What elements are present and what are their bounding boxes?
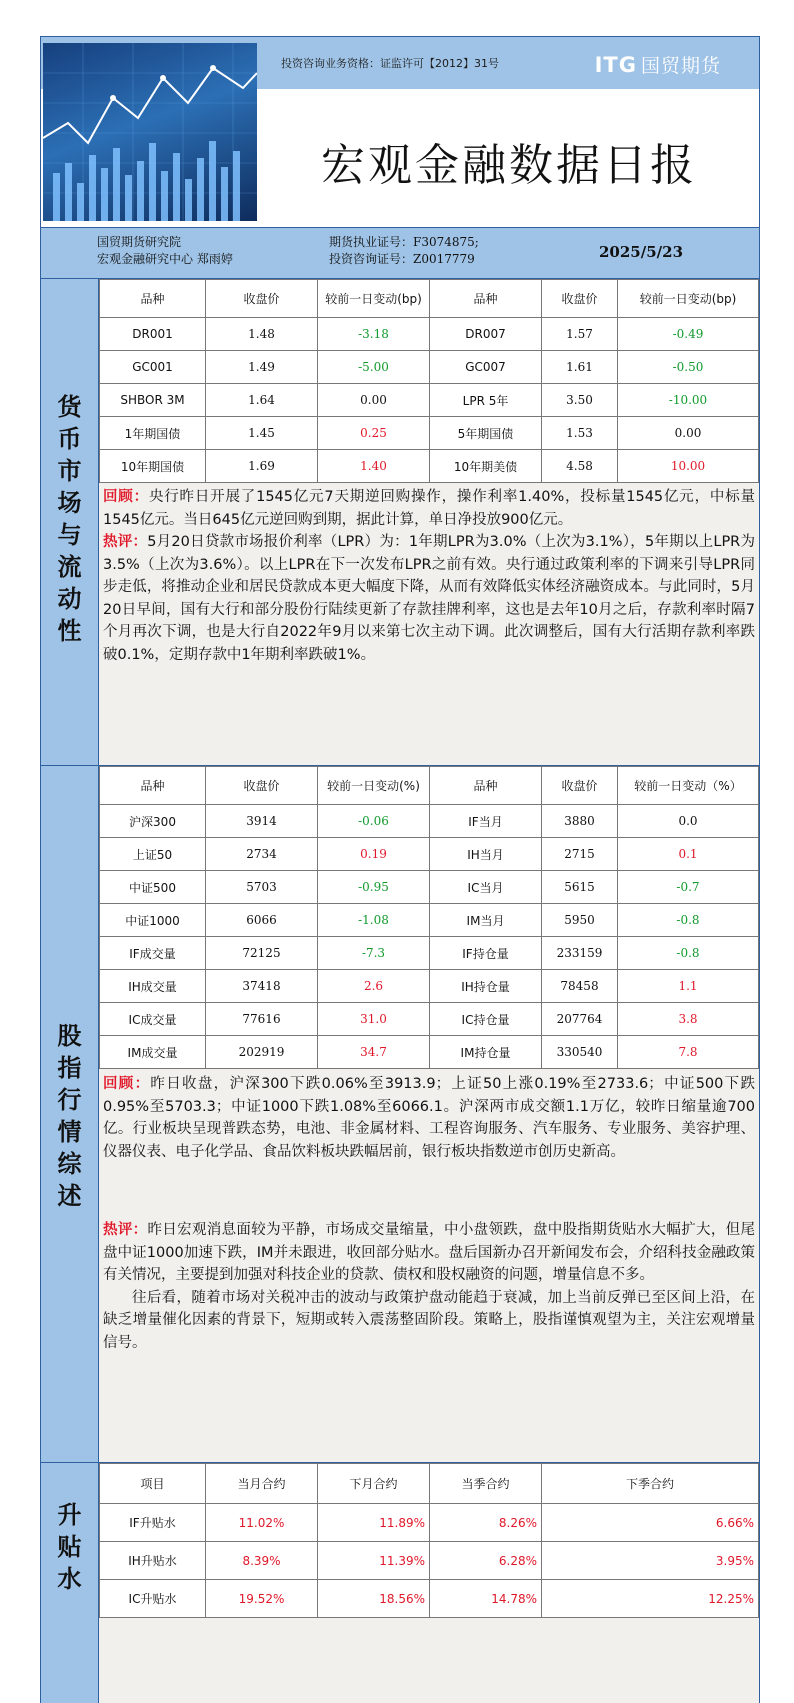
table-row	[100, 1542, 759, 1580]
table-cell: 1.61	[542, 351, 618, 384]
column-header: 品种	[100, 767, 206, 805]
table-cell: DR007	[430, 318, 542, 351]
stock-index-label-char: 行	[57, 1086, 82, 1114]
table-cell: 3.95%	[542, 1542, 759, 1580]
table-cell: -0.95	[318, 871, 430, 904]
table-cell: IH成交量	[100, 970, 206, 1003]
review-label: 回顾：	[103, 489, 149, 505]
table-row	[100, 838, 759, 871]
table-row	[100, 1504, 759, 1542]
license-text: 投资咨询业务资格：证监许可【2012】31号	[281, 57, 499, 70]
org-name: 国贸期货研究院	[97, 235, 182, 249]
table-cell: IH持仓量	[430, 970, 542, 1003]
table-cell: 6.28%	[430, 1542, 542, 1580]
table-cell: 19.52%	[206, 1580, 318, 1618]
table-cell: -0.8	[618, 904, 759, 937]
table-cell: -7.3	[318, 937, 430, 970]
table-cell: -1.08	[318, 904, 430, 937]
table-cell: 0.19	[318, 838, 430, 871]
table-cell: 78458	[542, 970, 618, 1003]
money-market-label-char: 流	[57, 553, 82, 581]
table-cell: IC成交量	[100, 1003, 206, 1036]
table-cell: 3914	[206, 805, 318, 838]
table-cell: IH升贴水	[100, 1542, 206, 1580]
table-cell: 6066	[206, 904, 318, 937]
table-cell: 中证500	[100, 871, 206, 904]
table-cell: 中证1000	[100, 904, 206, 937]
table-cell: 0.25	[318, 417, 430, 450]
table-cell: 31.0	[318, 1003, 430, 1036]
table-row	[100, 351, 759, 384]
table-cell: 1年期国债	[100, 417, 206, 450]
money-market-label-char: 与	[57, 521, 82, 549]
money-market-label-char: 币	[57, 425, 82, 453]
table-cell: 3880	[542, 805, 618, 838]
table-cell: 1.1	[618, 970, 759, 1003]
money-market-label-char: 性	[57, 617, 82, 645]
table-row	[100, 318, 759, 351]
money-market-label	[41, 391, 98, 647]
report-header	[40, 36, 760, 228]
comment-label: 热评：	[103, 534, 148, 550]
table-row	[100, 1003, 759, 1036]
basis-table	[99, 1463, 759, 1618]
table-row	[100, 384, 759, 417]
table-cell: GC007	[430, 351, 542, 384]
table-row	[100, 871, 759, 904]
table-cell: 1.57	[542, 318, 618, 351]
author-name: 宏观金融研究中心 郑雨婷	[97, 252, 233, 266]
table-cell: 5703	[206, 871, 318, 904]
table-cell: -0.06	[318, 805, 430, 838]
table-row	[100, 970, 759, 1003]
column-header: 较前一日变动（%）	[618, 767, 759, 805]
finance-chart-image	[43, 43, 257, 221]
column-header: 品种	[100, 280, 206, 318]
column-header: 品种	[430, 767, 542, 805]
table-cell: 4.58	[542, 450, 618, 483]
table-row	[100, 937, 759, 970]
table-cell: 202919	[206, 1036, 318, 1069]
stock-review-text: 昨日收盘，沪深300下跌0.06%至3913.9；上证50上涨0.19%至2733.6；中证500下跌0.95%至5703.3；中证1000下跌1.08%至6066.1。沪深两市成交额1.1万亿，较昨日缩量逾700亿。行业板块呈现普跌态势，电池、非金属材料、工程咨询服务、汽车服务、专业服务、美容护理、仪器仪表、电子化学品、食品饮料板块跌幅居前，银行板块指数逆市创历史新高。	[103, 1076, 755, 1160]
column-header: 下月合约	[318, 1464, 430, 1504]
review-label: 回顾：	[103, 1076, 151, 1092]
table-cell: IM持仓量	[430, 1036, 542, 1069]
table-cell: IF当月	[430, 805, 542, 838]
column-header: 下季合约	[542, 1464, 759, 1504]
table-cell: IF持仓量	[430, 937, 542, 970]
stock-index-label	[41, 1020, 98, 1212]
logo-text: 国贸期货	[640, 55, 721, 77]
column-header: 收盘价	[206, 280, 318, 318]
table-cell: IC升贴水	[100, 1580, 206, 1618]
table-cell: 77616	[206, 1003, 318, 1036]
table-cell: -0.50	[618, 351, 759, 384]
table-cell: DR001	[100, 318, 206, 351]
table-cell: 14.78%	[430, 1580, 542, 1618]
table-row	[100, 450, 759, 483]
table-cell: -0.49	[618, 318, 759, 351]
table-cell: 34.7	[318, 1036, 430, 1069]
table-cell: 11.39%	[318, 1542, 430, 1580]
table-cell: 1.53	[542, 417, 618, 450]
table-cell: 10.00	[618, 450, 759, 483]
table-cell: 5950	[542, 904, 618, 937]
basis-section	[40, 1462, 760, 1703]
stock-index-label-char: 指	[57, 1054, 82, 1082]
table-cell: IF成交量	[100, 937, 206, 970]
table-cell: IH当月	[430, 838, 542, 871]
stock-index-label-char: 述	[57, 1182, 82, 1210]
table-cell: 0.00	[618, 417, 759, 450]
logo-mark: ITG	[594, 53, 637, 77]
stock-index-label-char: 股	[57, 1022, 82, 1050]
comment-label: 热评：	[103, 1222, 148, 1238]
column-header: 收盘价	[542, 767, 618, 805]
column-header: 项目	[100, 1464, 206, 1504]
table-cell: SHBOR 3M	[100, 384, 206, 417]
basis-label	[41, 1499, 98, 1595]
table-cell: 8.39%	[206, 1542, 318, 1580]
table-cell: 18.56%	[318, 1580, 430, 1618]
table-cell: IM当月	[430, 904, 542, 937]
table-cell: 沪深300	[100, 805, 206, 838]
table-cell: 5615	[542, 871, 618, 904]
table-row	[100, 1036, 759, 1069]
table-cell: 10年期美债	[430, 450, 542, 483]
table-cell: IM成交量	[100, 1036, 206, 1069]
stock-index-sidebar	[41, 766, 99, 1462]
money-market-table	[99, 279, 759, 483]
table-cell: 1.45	[206, 417, 318, 450]
table-cell: 11.02%	[206, 1504, 318, 1542]
table-cell: 1.64	[206, 384, 318, 417]
money-review-text: 央行昨日开展了1545亿元7天期逆回购操作，操作利率1.40%，投标量1545亿元，中标量1545亿元。当日645亿元逆回购到期，据此计算，单日净投放900亿元。	[103, 489, 756, 528]
basis-sidebar	[41, 1463, 99, 1703]
column-header: 收盘价	[206, 767, 318, 805]
stock-outlook-text: 往后看，随着市场对关税冲击的波动与政策护盘动能趋于衰减，加上当前反弹已至区间上沿，在缺乏增量催化因素的背景下，短期或转入震荡整固阶段。策略上，股指谨慎观望为主，关注宏观增量信号。	[103, 1289, 755, 1351]
money-market-label-char: 市	[57, 457, 82, 485]
money-market-sidebar	[41, 279, 99, 765]
table-cell: -10.00	[618, 384, 759, 417]
table-cell: 2715	[542, 838, 618, 871]
column-header: 当月合约	[206, 1464, 318, 1504]
stock-index-label-char: 情	[57, 1118, 82, 1146]
money-comment-text: 5月20日贷款市场报价利率（LPR）为：1年期LPR为3.0%（上次为3.1%），5年期以上LPR为3.5%（上次为3.6%）。以上LPR在下一次发布LPR之前有效。央行通过政策利率的下调来引导LPR同步走低，将推动企业和居民贷款成本更大幅度下降，从而有效降低实体经济融资成本。与此同时，5月20日早间，国有大行和部分股份行陆续更新了存款挂牌利率，这也是去年10月之后，存款利率时隔7个月再次下调，也是大行自2022年9月以来第七次主动下调。此次调整后，国有大行活期存款利率跌破0.1%，定期存款中1年期利率跌破1%。	[103, 534, 755, 663]
table-cell: 10年期国债	[100, 450, 206, 483]
table-cell: 7.8	[618, 1036, 759, 1069]
basis-label-char: 贴	[57, 1533, 82, 1561]
table-cell: IC持仓量	[430, 1003, 542, 1036]
money-market-label-char: 动	[57, 585, 82, 613]
advisory-cert: 投资咨询证号：Z0017779	[329, 252, 475, 266]
futures-cert: 期货执业证号：F3074875;	[329, 235, 479, 249]
table-cell: IC当月	[430, 871, 542, 904]
table-cell: -0.7	[618, 871, 759, 904]
table-cell: 0.00	[318, 384, 430, 417]
table-cell: -5.00	[318, 351, 430, 384]
table-cell: 330540	[542, 1036, 618, 1069]
table-row	[100, 904, 759, 937]
column-header: 较前一日变动(bp)	[618, 280, 759, 318]
column-header: 当季合约	[430, 1464, 542, 1504]
table-cell: -3.18	[318, 318, 430, 351]
table-row	[100, 417, 759, 450]
column-header: 收盘价	[542, 280, 618, 318]
table-cell: LPR 5年	[430, 384, 542, 417]
table-cell: 37418	[206, 970, 318, 1003]
table-cell: 6.66%	[542, 1504, 759, 1542]
report-date: 2025/5/23	[599, 243, 684, 261]
table-cell: 1.49	[206, 351, 318, 384]
stock-index-label-char: 综	[57, 1150, 82, 1178]
table-cell: 233159	[542, 937, 618, 970]
company-logo	[595, 51, 721, 78]
basis-label-char: 升	[57, 1501, 82, 1529]
table-cell: 1.40	[318, 450, 430, 483]
report-title: 宏观金融数据日报	[321, 140, 697, 191]
table-cell: 11.89%	[318, 1504, 430, 1542]
table-cell: 0.0	[618, 805, 759, 838]
stock-comment-text: 昨日宏观消息面较为平静，市场成交量缩量，中小盘领跌，盘中股指期货贴水大幅扩大，但尾盘中证1000加速下跌，IM并未跟进，收回部分贴水。盘后国新办召开新闻发布会，介绍科技金融政策有关情况，主要提到加强对科技企业的贷款、债权和股权融资的问题，增量信息不多。	[103, 1222, 756, 1283]
column-header: 较前一日变动(bp)	[318, 280, 430, 318]
stock-index-table	[99, 766, 759, 1069]
table-cell: 12.25%	[542, 1580, 759, 1618]
table-row	[100, 1580, 759, 1618]
column-header: 品种	[430, 280, 542, 318]
table-cell: IF升贴水	[100, 1504, 206, 1542]
column-header: 较前一日变动(%)	[318, 767, 430, 805]
table-cell: 1.48	[206, 318, 318, 351]
table-cell: 207764	[542, 1003, 618, 1036]
table-cell: GC001	[100, 351, 206, 384]
stock-index-commentary	[99, 1069, 759, 1354]
table-cell: 72125	[206, 937, 318, 970]
table-cell: 1.69	[206, 450, 318, 483]
basis-label-char: 水	[57, 1565, 82, 1593]
money-market-label-char: 货	[57, 393, 82, 421]
table-cell: 3.8	[618, 1003, 759, 1036]
table-cell: 8.26%	[430, 1504, 542, 1542]
money-market-section	[40, 278, 760, 765]
table-cell: 2734	[206, 838, 318, 871]
stock-index-section	[40, 765, 760, 1462]
table-cell: 3.50	[542, 384, 618, 417]
money-market-commentary	[99, 483, 759, 666]
table-cell: 上证50	[100, 838, 206, 871]
table-cell: 0.1	[618, 838, 759, 871]
table-cell: 2.6	[318, 970, 430, 1003]
table-row	[100, 805, 759, 838]
table-cell: 5年期国债	[430, 417, 542, 450]
table-cell: -0.8	[618, 937, 759, 970]
author-info-row	[40, 228, 760, 278]
money-market-label-char: 场	[57, 489, 82, 517]
